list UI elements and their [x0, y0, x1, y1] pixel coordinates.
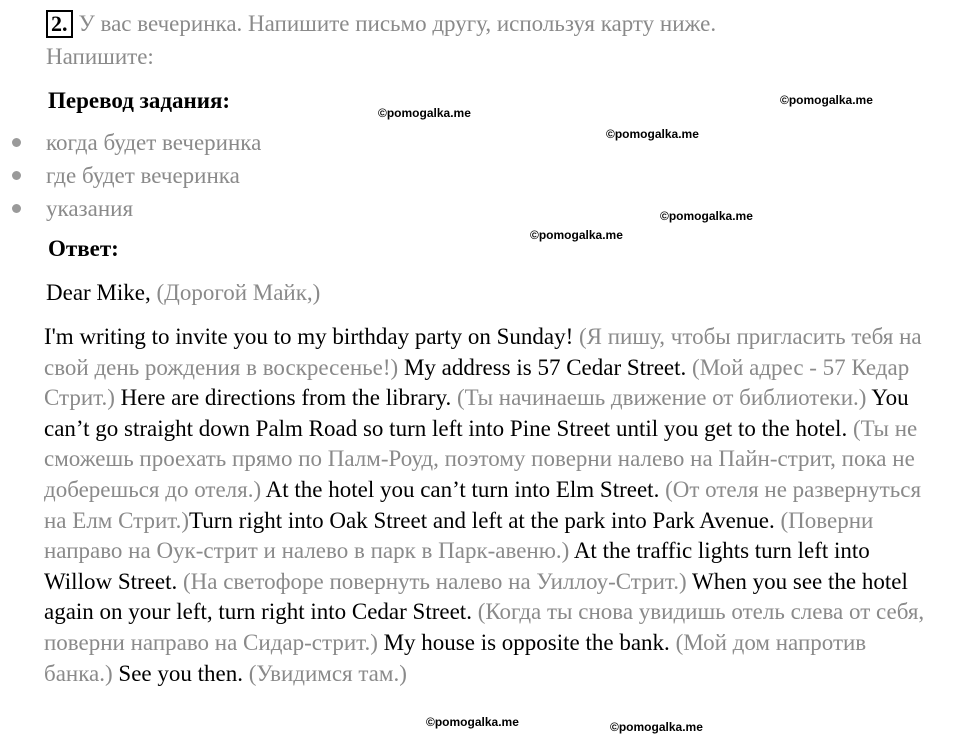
letter-greeting — [46, 280, 320, 306]
watermark: ©pomogalka.me — [606, 127, 699, 141]
letter-english: My address is 57 Cedar Street. — [403, 354, 687, 380]
bullet-dot-icon — [12, 138, 21, 147]
letter-translation: (Я пишу, чтобы пригласить тебя на свой день рождения в воскресенье!) — [44, 324, 922, 380]
greeting-translation: (Дорогой Майк,) — [156, 280, 321, 305]
watermark: ©pomogalka.me — [780, 93, 873, 107]
letter-english: My house is opposite the bank. — [383, 629, 670, 655]
watermark: ©pomogalka.me — [378, 106, 471, 120]
bullet-dot-icon — [12, 171, 21, 180]
answer-heading: Ответ: — [48, 236, 119, 261]
letter-english: Turn right into Oak Street and left at the park into Park Avenue. — [189, 507, 775, 533]
letter-english: Here are directions from the library. — [120, 385, 452, 411]
watermark: ©pomogalka.me — [660, 209, 753, 223]
bullet-dot-icon — [12, 204, 21, 213]
task-instruction-line-1 — [46, 10, 716, 38]
bullet-text: указания — [46, 196, 134, 221]
letter-english: You can’t go straight down Palm Road so turn left into Pine Street until you get to the hotel. — [44, 385, 909, 441]
letter-translation: (Увидимся там.) — [248, 660, 407, 686]
bullet-item — [12, 196, 133, 222]
watermark: ©pomogalka.me — [530, 228, 623, 242]
translation-heading: Перевод задания: — [48, 88, 231, 113]
letter-english: I'm writing to invite you to my birthday party on Sunday! — [44, 324, 574, 349]
watermark: ©pomogalka.me — [610, 720, 703, 734]
letter-translation: (На светофоре повернуть налево на Уиллоу-Стрит.) — [182, 568, 687, 594]
greeting-english: Dear Mike, — [46, 280, 151, 305]
letter-translation: (Поверни направо на Оук-стрит и налево в парк в Парк-авеню.) — [44, 507, 874, 564]
bullet-item — [12, 163, 240, 189]
task-instruction-text: У вас вечеринка. Напишите письмо другу, используя карту ниже. — [78, 11, 717, 36]
task-number-box: 2. — [46, 10, 73, 38]
letter-translation: (Мой дом напротив банка.) — [44, 629, 867, 686]
letter-body — [44, 322, 936, 689]
bullet-text: где будет вечеринка — [46, 163, 240, 188]
watermark: ©pomogalka.me — [426, 715, 519, 729]
letter-translation: (От отеля не развернуться на Елм Стрит.) — [44, 476, 922, 533]
letter-english: See you then. — [118, 660, 243, 686]
letter-english: At the traffic lights turn left into Willow Street. — [44, 538, 870, 594]
task-instruction-line-2: Напишите: — [46, 44, 154, 69]
letter-translation: (Ты не сможешь проехать прямо по Палм-Роуд, поэтому поверни налево на Пайн-стрит, пока не доберешься до отеля.) — [44, 415, 918, 502]
letter-translation: (Мой адрес - 57 Кедар Стрит.) — [44, 354, 910, 411]
letter-translation: (Когда ты снова увидишь отель слева от себя, поверни направо на Сидар-стрит.) — [44, 599, 925, 655]
letter-english: At the hotel you can’t turn into Elm Street. — [265, 476, 660, 502]
letter-english: When you see the hotel again on your left, turn right into Cedar Street. — [44, 568, 908, 625]
letter-translation: (Ты начинаешь движение от библиотеки.) — [457, 385, 867, 411]
bullet-text: когда будет вечеринка — [46, 130, 262, 155]
bullet-item — [12, 130, 261, 156]
